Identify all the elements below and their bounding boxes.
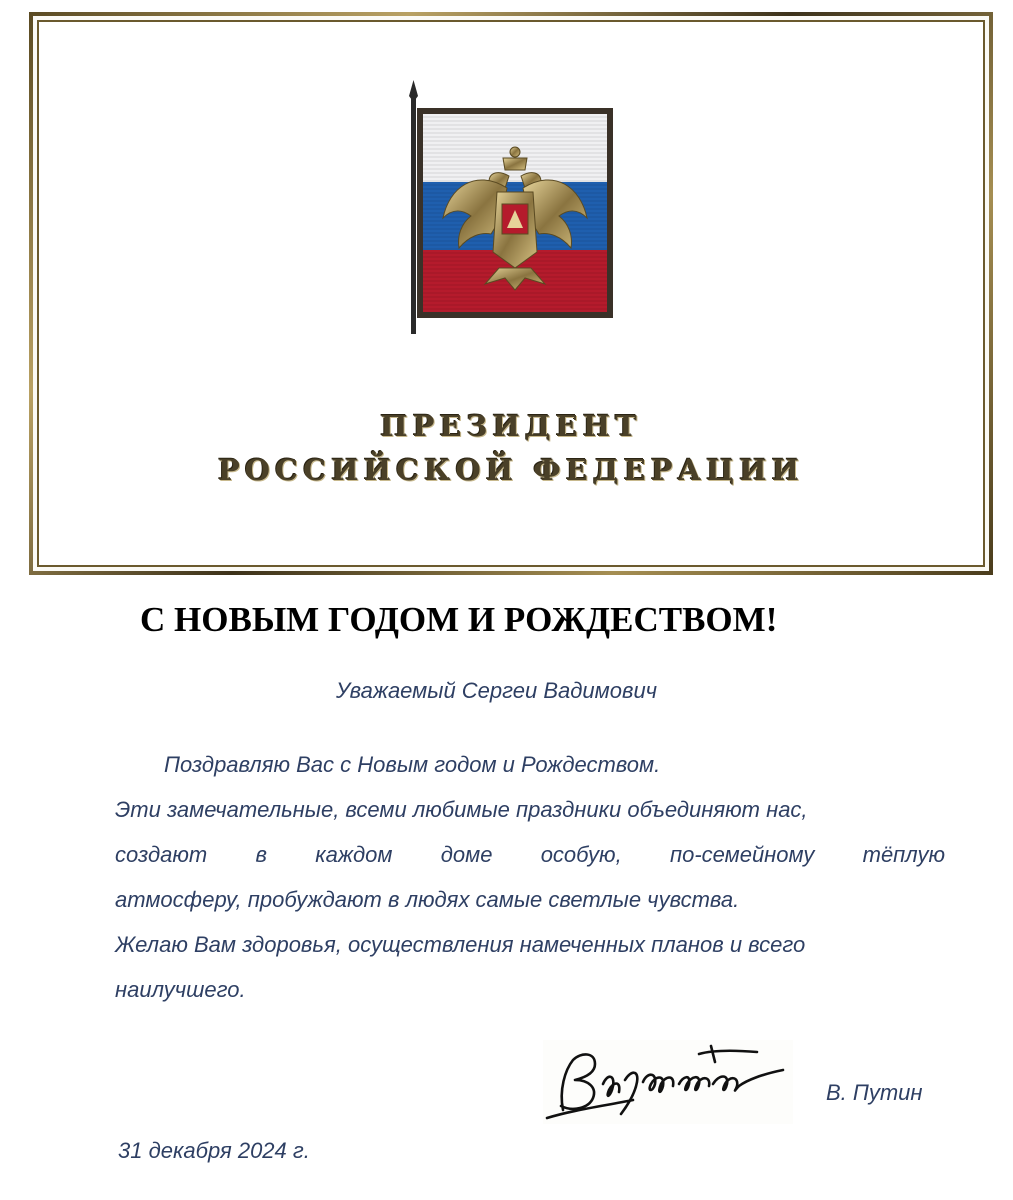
letterhead-frame — [29, 12, 993, 575]
salutation: Уважаемый Сергеи Вадимович — [336, 678, 658, 703]
letterhead-title — [39, 404, 983, 492]
letter-date: 31 декабря 2024 г. — [118, 1138, 310, 1163]
paragraph-2-line-3: атмосферу, пробуждают в людях самые светлые чувства. — [115, 887, 740, 912]
letterhead-title-line2: РОССИЙСКОЙ ФЕДЕРАЦИИ — [217, 453, 804, 487]
paragraph-2-line-1: Эти замечательные, всеми любимые праздники объединяют нас, — [115, 797, 808, 822]
handwritten-signature — [543, 1040, 793, 1124]
letterhead-title-line1: ПРЕЗИДЕНТ — [380, 409, 642, 443]
presidential-standard-icon — [401, 80, 631, 336]
paragraph-1: Поздравляю Вас с Новым годом и Рождеством. — [164, 752, 661, 777]
paragraph-3-line-2: наилучшего. — [115, 977, 246, 1002]
signer-name: В. Путин — [826, 1080, 923, 1105]
letterhead-card — [37, 20, 985, 567]
letterhead-mat — [33, 16, 989, 571]
paragraph-2-line-2: создают в каждом доме особую, по-семейному тёплую — [115, 842, 945, 867]
paragraph-3-line-1: Желаю Вам здоровья, осуществления намеченных планов и всего — [115, 932, 806, 957]
letter-body — [115, 742, 945, 1012]
greeting-heading: С НОВЫМ ГОДОМ И РОЖДЕСТВОМ! — [140, 600, 778, 639]
